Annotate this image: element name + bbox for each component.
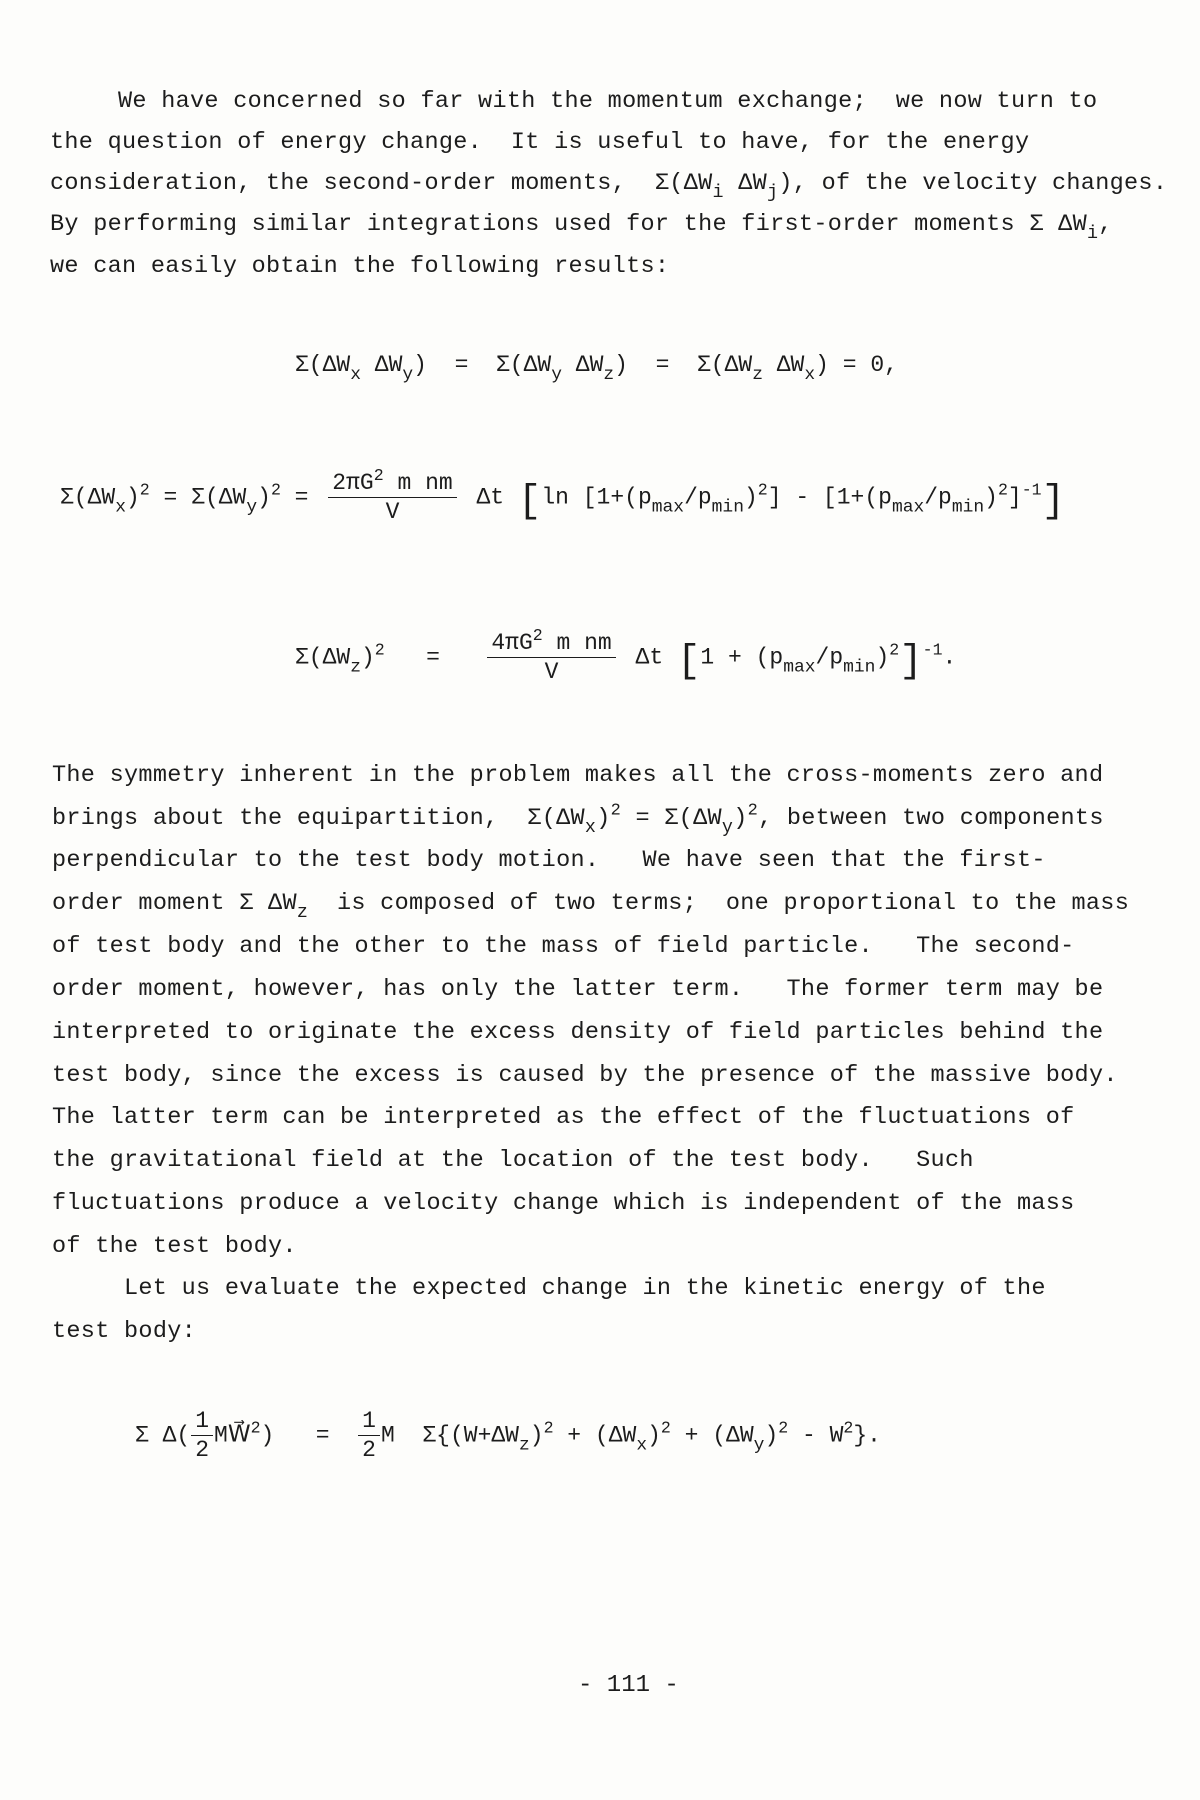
equation-kinetic-energy: Σ Δ( $\frac{1}{2}$ MW⃗$^2$) = $\frac{1}{2}$ M $\Sigma\{(W+\Delta W_z)^2 + (\Delta W_x)^2 + (\Delta W_y)^2 - W^2\}$. <box>135 1408 881 1463</box>
paragraph-line: order moment, however, has only the latter term. The former term may be <box>52 976 1104 1003</box>
equation-transverse-moments: $\Sigma(\Delta W_x)^2 = \Sigma(\Delta W_y)^2$ = $\frac{2\pi G^2 m nm}{V}$ Δt [ln $[1+(p_{max}/p_{min})^2] - [1+(p_{max}/p_{min})^2]^{-1}$] <box>60 465 1066 525</box>
fraction: $\frac{2\pi G^2 m nm}{V}$ <box>328 470 456 525</box>
paragraph-line <box>52 890 1130 924</box>
fraction: $\frac{4\pi G^2 m nm}{V}$ <box>487 630 615 685</box>
text-run: , of the velocity changes. <box>792 170 1168 197</box>
text-run: , between two components <box>758 805 1104 832</box>
equation-longitudinal-moment: $\Sigma(\Delta W_z)^2$ = $\frac{4\pi G^2 m nm}{V}$ Δt $[1 + (p_{max}/p_{min})^2]^{-1}$. <box>295 625 957 685</box>
paragraph-line: the gravitational field at the location of the test body. Such <box>52 1147 974 1174</box>
text-run: order moment <box>52 890 225 917</box>
inline-math: $\Sigma(\Delta W_i$ $\Delta W_j$) <box>654 170 793 204</box>
inline-math: $\Sigma(\Delta W_x)^2 = \Sigma(\Delta W_y)^2$ <box>527 801 759 839</box>
fraction: $\frac{1}{2}$ <box>191 1408 213 1463</box>
paragraph-line <box>50 170 1168 204</box>
fraction: $\frac{1}{2}$ <box>358 1408 380 1463</box>
paragraph-line: we can easily obtain the following results: <box>50 253 670 280</box>
text-run: is composed of two terms; one proportional to the mass <box>336 890 1130 917</box>
paragraph-line <box>52 801 1104 839</box>
paragraph-line: We have concerned so far with the momentum exchange; we now turn to <box>118 88 1098 115</box>
text-run: , <box>1098 211 1113 238</box>
text-run: brings about the equipartition, <box>52 805 499 832</box>
paragraph-line: test body, since the excess is caused by the presence of the massive body. <box>52 1062 1118 1089</box>
paragraph-line: fluctuations produce a velocity change which is independent of the mass <box>52 1190 1075 1217</box>
paragraph-line: perpendicular to the test body motion. We have seen that the first- <box>52 847 1046 874</box>
text-run: consideration, the second-order moments, <box>50 170 627 197</box>
inline-math: Σ $\Delta W_i$ <box>1029 211 1099 245</box>
paragraph-line: of test body and the other to the mass of field particle. The second- <box>52 933 1075 960</box>
text-run: By performing similar integrations used for the first-order moments <box>50 211 1015 238</box>
equation-cross-moments: $\Sigma(\Delta W_x$ $\Delta W_y) = \Sigma(\Delta W_y$ $\Delta W_z) = \Sigma(\Delta W_z$ $\Delta W_x) = 0$, <box>295 352 898 386</box>
paragraph-line: The latter term can be interpreted as the effect of the fluctuations of <box>52 1104 1075 1131</box>
paragraph-line: Let us evaluate the expected change in the kinetic energy of the <box>124 1275 1046 1302</box>
paragraph-line: of the test body. <box>52 1233 297 1260</box>
paragraph-line: the question of energy change. It is useful to have, for the energy <box>50 129 1030 156</box>
paragraph-line: interpreted to originate the excess density of field particles behind the <box>52 1019 1104 1046</box>
paragraph-line: The symmetry inherent in the problem makes all the cross-moments zero and <box>52 762 1104 789</box>
paragraph-line: test body: <box>52 1318 197 1345</box>
page-number: - 111 - <box>578 1672 679 1699</box>
inline-math: Σ $\Delta W_z$ <box>239 890 309 924</box>
paragraph-line <box>50 211 1113 245</box>
